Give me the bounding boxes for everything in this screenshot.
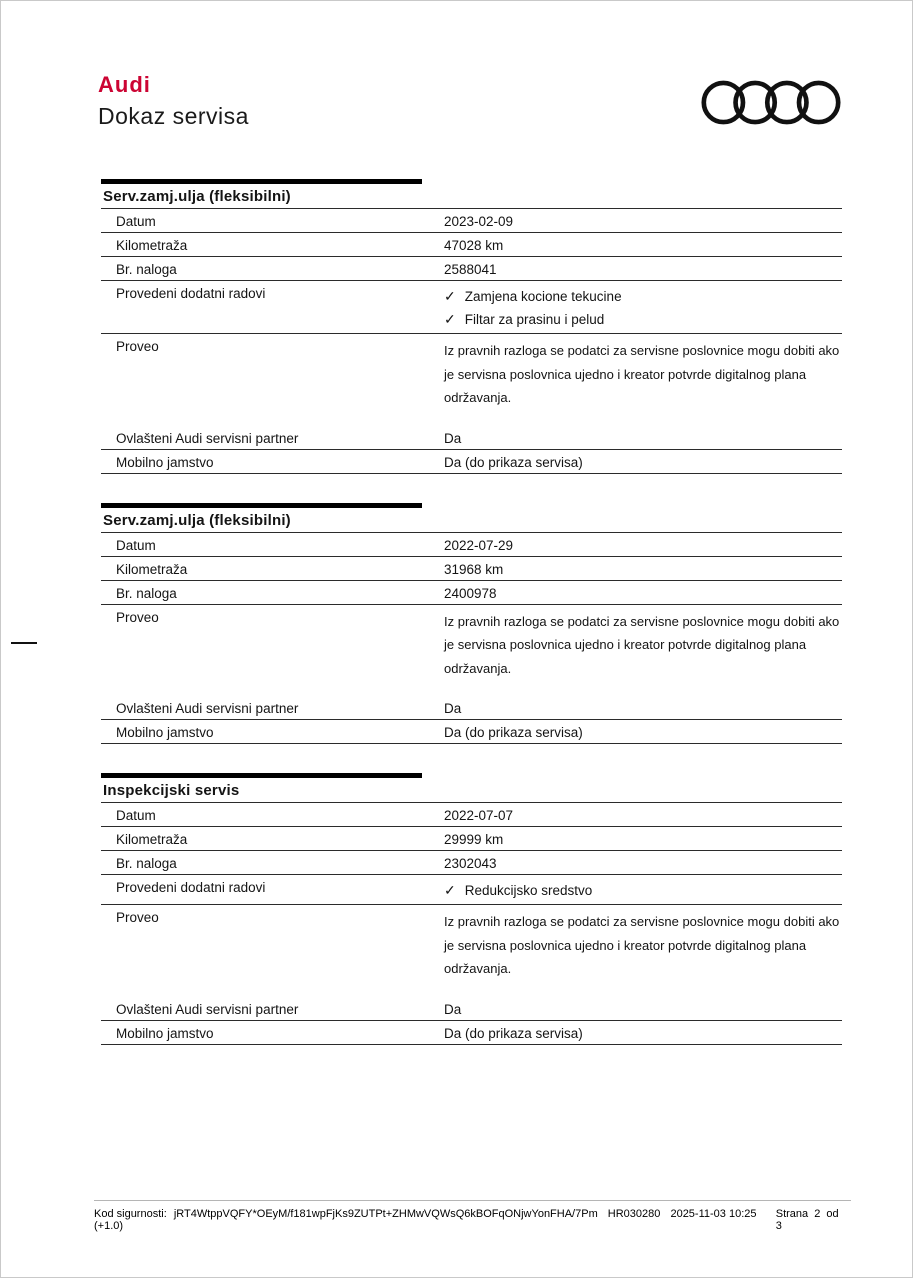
proveo-note-line: održavanja. — [444, 961, 512, 976]
row-label: Proveo — [116, 609, 159, 625]
row-value: Da (do prikaza servisa) — [444, 1025, 583, 1041]
row-partner — [101, 696, 842, 720]
row-value: 29999 km — [444, 832, 504, 847]
row-label: Proveo — [116, 910, 159, 925]
row-jamstvo — [101, 1021, 842, 1045]
row-label: Kilometraža — [116, 238, 188, 253]
row-value: 2023-02-09 — [444, 214, 514, 229]
footer-security-line — [94, 1208, 776, 1232]
row-label: Br. naloga — [116, 585, 177, 601]
row-dodatni-radovi — [101, 281, 842, 334]
row-kilometraza — [101, 827, 842, 851]
proveo-note-line: Iz pravnih razloga se podatci za servisne poslovnice mogu dobiti ako — [444, 343, 840, 358]
checkmark-icon: ✓ — [444, 311, 456, 327]
service-section-2 — [101, 503, 842, 745]
row-partner — [101, 426, 842, 450]
row-label: Mobilno jamstvo — [116, 1025, 214, 1041]
proveo-note-line: održavanja. — [444, 390, 512, 405]
row-value: Da (do prikaza servisa) — [444, 725, 583, 740]
row-label: Provedeni dodatni radovi — [116, 880, 266, 895]
row-label: Kilometraža — [116, 561, 188, 577]
checkmark-icon: ✓ — [444, 288, 456, 304]
row-label: Datum — [116, 808, 156, 823]
row-value: 2400978 — [444, 585, 497, 601]
proveo-note-line: Iz pravnih razloga se podatci za servisne poslovnice mogu dobiti ako — [444, 914, 840, 929]
row-value — [444, 905, 842, 997]
row-value: Da (do prikaza servisa) — [444, 454, 583, 470]
row-value: 2022-07-29 — [444, 537, 514, 553]
work-label: Redukcijsko sredstvo — [464, 883, 593, 898]
proveo-note-line: Iz pravnih razloga se podatci za servisne poslovnice mogu dobiti ako — [444, 613, 840, 629]
row-value: 2588041 — [444, 262, 497, 277]
row-label: Ovlašteni Audi servisni partner — [116, 1001, 299, 1017]
row-label: Ovlašteni Audi servisni partner — [116, 430, 299, 446]
work-label: Zamjena kocione tekucine — [464, 289, 622, 304]
page-footer — [94, 1200, 851, 1232]
page-number: Strana 2 od 3 — [775, 1208, 839, 1232]
row-value — [444, 605, 842, 697]
document-header — [98, 72, 249, 130]
proveo-note-line: je servisna poslovnica ujedno i kreator potvrde digitalnog plana — [444, 366, 807, 382]
row-value: Da — [444, 701, 462, 716]
service-section-1 — [101, 179, 842, 474]
section-title: Serv.zamj.ulja (fleksibilni) — [101, 184, 842, 209]
row-value: Da — [444, 430, 462, 446]
brand-wordmark: Audi — [98, 72, 151, 97]
proveo-note-line: je servisna poslovnica ujedno i kreator potvrde digitalnog plana — [444, 937, 807, 953]
row-br-naloga — [101, 257, 842, 281]
service-section-3 — [101, 773, 842, 1045]
row-dodatni-radovi — [101, 875, 842, 905]
row-label: Datum — [116, 537, 156, 553]
section-title: Serv.zamj.ulja (fleksibilni) — [101, 508, 842, 533]
row-value: 47028 km — [444, 238, 504, 253]
footer-timestamp: 2025-11-03 10:25 (+1.0) — [94, 1208, 757, 1232]
row-br-naloga — [101, 851, 842, 875]
proveo-note-line: je servisna poslovnica ujedno i kreator potvrde digitalnog plana — [444, 637, 807, 652]
checkmark-icon: ✓ — [444, 882, 456, 898]
additional-work-item — [444, 879, 842, 902]
audi-rings-icon — [701, 77, 841, 128]
row-label: Mobilno jamstvo — [116, 725, 214, 740]
row-jamstvo — [101, 450, 842, 474]
row-datum — [101, 209, 842, 233]
row-label: Br. naloga — [116, 856, 177, 871]
row-label: Provedeni dodatni radovi — [116, 286, 266, 301]
row-datum — [101, 533, 842, 557]
row-value — [444, 875, 842, 904]
work-label: Filtar za prasinu i pelud — [464, 312, 605, 327]
row-value: 31968 km — [444, 561, 504, 577]
row-value — [444, 281, 842, 333]
security-code-value: jRT4WtppVQFY*OEyM/f181wpFjKs9ZUTPt+ZHMwVQWsQ6kBOFqONjwYonFHA/7Pm — [173, 1208, 598, 1220]
row-kilometraza — [101, 233, 842, 257]
dealer-code: HR030280 — [607, 1208, 661, 1220]
row-value: 2302043 — [444, 856, 497, 871]
audi-rings-logo — [701, 77, 841, 133]
row-label: Ovlašteni Audi servisni partner — [116, 701, 299, 716]
row-label: Mobilno jamstvo — [116, 454, 214, 470]
section-title: Inspekcijski servis — [101, 778, 842, 803]
row-label: Br. naloga — [116, 262, 177, 277]
additional-work-item — [444, 285, 842, 308]
service-records — [101, 179, 842, 1074]
row-proveo — [101, 905, 842, 997]
row-proveo — [101, 334, 842, 426]
row-label: Kilometraža — [116, 832, 188, 847]
row-label: Proveo — [116, 339, 159, 354]
fold-mark — [11, 642, 37, 644]
row-datum — [101, 803, 842, 827]
row-jamstvo — [101, 720, 842, 744]
security-code-label: Kod sigurnosti: — [94, 1208, 167, 1220]
row-partner — [101, 997, 842, 1021]
additional-work-item — [444, 308, 842, 331]
row-proveo — [101, 605, 842, 697]
page-title: Dokaz servisa — [98, 103, 249, 129]
row-kilometraza — [101, 557, 842, 581]
row-value — [444, 334, 842, 426]
row-label: Datum — [116, 214, 156, 229]
proveo-note-line: održavanja. — [444, 660, 512, 676]
row-value: 2022-07-07 — [444, 808, 514, 823]
row-value: Da — [444, 1001, 462, 1017]
row-br-naloga — [101, 581, 842, 605]
